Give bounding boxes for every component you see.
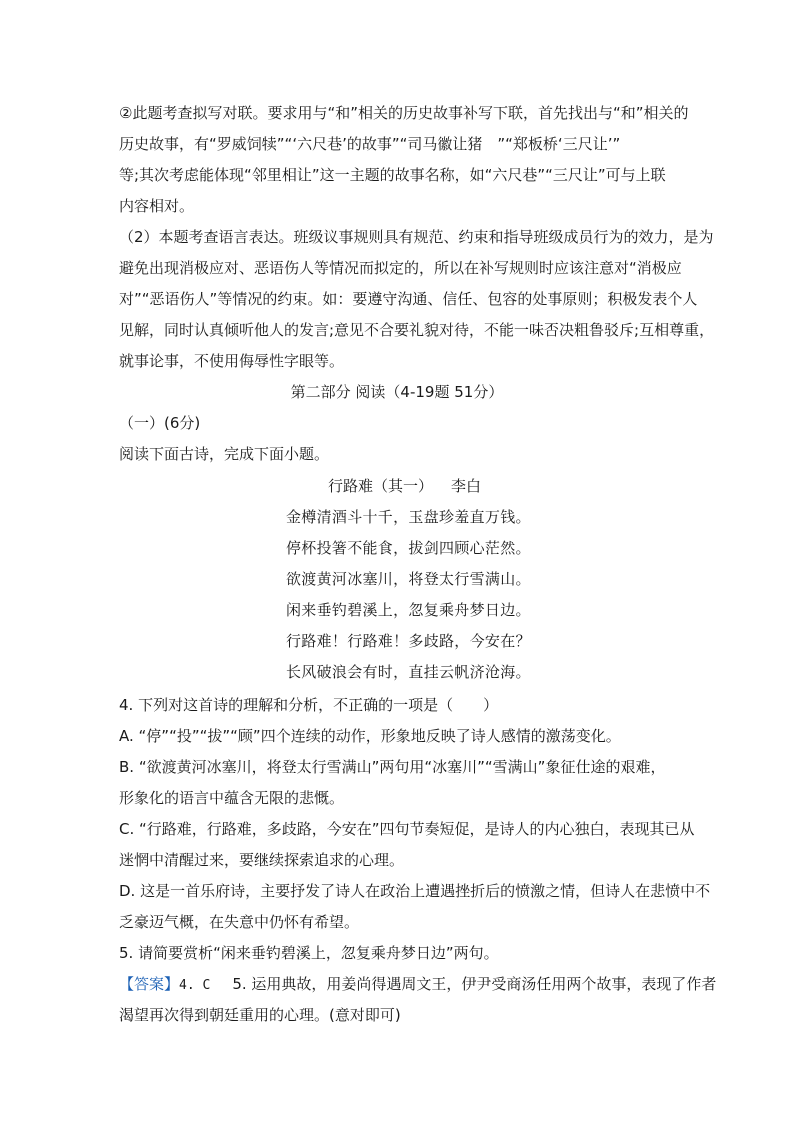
analysis-line: 内容相对。	[119, 197, 195, 215]
analysis-line: 就事论事，不使用侮辱性字眼等。	[119, 352, 345, 370]
poem-author: 李白	[451, 477, 482, 495]
analysis-line: ②此题考查拟写对联。要求用与“和”相关的历史故事补写下联，首先找出与“和”相关的	[119, 104, 689, 122]
answer-line-cont: 渴望再次得到朝廷重用的心理。(意对即可)	[119, 1006, 401, 1024]
poem-line: 长风破浪会有时，直挂云帆济沧海。	[286, 663, 531, 681]
analysis-line: 对”“恶语伤人”等情况的约束。如：要遵守沟通、信任、包容的处事原则；积极发表个人	[119, 290, 698, 308]
poem-line: 行路难！行路难！多歧路，今安在？	[286, 632, 531, 650]
option-d: D. 这是一首乐府诗，主要抒发了诗人在政治上遭遇挫折后的愤激之情，但诗人在悲愤中不	[119, 882, 711, 900]
poem-line: 金樽清酒斗十千，玉盘珍羞直万钱。	[286, 508, 531, 526]
section-subtitle: （一）(6分)	[119, 414, 201, 432]
question-4-stem: 4. 下列对这首诗的理解和分析，不正确的一项是（ ）	[119, 696, 499, 714]
option-c: C. “行路难，行路难，多歧路，今安在”四句节奏短促，是诗人的内心独白，表现其已从	[119, 820, 695, 838]
poem-line: 欲渡黄河冰塞川，将登太行雪满山。	[286, 570, 531, 588]
answer-q4: 4. C	[179, 978, 211, 993]
answer-line	[119, 974, 716, 996]
option-a: A. “停”“投”“拔”“顾”四个连续的动作，形象地反映了诗人感情的激荡变化。	[119, 727, 621, 745]
section-title: 第二部分 阅读（4-19题 51分）	[290, 383, 504, 401]
analysis-line: 等;其次考虑能体现“邻里相让”这一主题的故事名称，如“六尺巷”“三尺让”可与上联	[119, 166, 666, 184]
option-c-cont: 迷惘中清醒过来，要继续探索追求的心理。	[119, 851, 405, 869]
question-5-stem: 5. 请简要赏析“闲来垂钓碧溪上，忽复乘舟梦日边”两句。	[119, 944, 499, 962]
option-d-cont: 乏豪迈气概，在失意中仍怀有希望。	[119, 913, 360, 931]
answer-q5: 5. 运用典故，用姜尚得遇周文王，伊尹受商汤任用两个故事，表现了作者	[232, 975, 717, 993]
option-b: B. “欲渡黄河冰塞川，将登太行雪满山”两句用“冰塞川”“雪满山”象征仕途的艰难，	[119, 758, 666, 776]
poem-heading	[328, 476, 481, 496]
analysis-line: 避免出现消极应对、恶语伤人等情况而拟定的，所以在补写规则时应该注意对“消极应	[119, 259, 682, 277]
analysis-line: 见解，同时认真倾听他人的发言;意见不合要礼貌对待，不能一味否决粗鲁驳斥;互相尊重，	[119, 321, 715, 339]
analysis-line: （2）本题考查语言表达。班级议事规则具有规范、约束和指导班级成员行为的效力，是为	[119, 228, 714, 246]
option-b-cont: 形象化的语言中蕴含无限的悲慨。	[119, 789, 345, 807]
poem-title: 行路难（其一）	[328, 477, 434, 495]
analysis-line: 历史故事，有“罗威饲犊”“‘六尺巷’的故事”“司马徽让猪 ”“郑板桥‘三尺让’”	[119, 135, 621, 153]
poem-line: 闲来垂钓碧溪上，忽复乘舟梦日边。	[286, 601, 531, 619]
poem-line: 停杯投箸不能食，拔剑四顾心茫然。	[286, 539, 531, 557]
section-instruction: 阅读下面古诗，完成下面小题。	[119, 445, 330, 463]
answer-tag: 【答案】	[119, 975, 180, 993]
